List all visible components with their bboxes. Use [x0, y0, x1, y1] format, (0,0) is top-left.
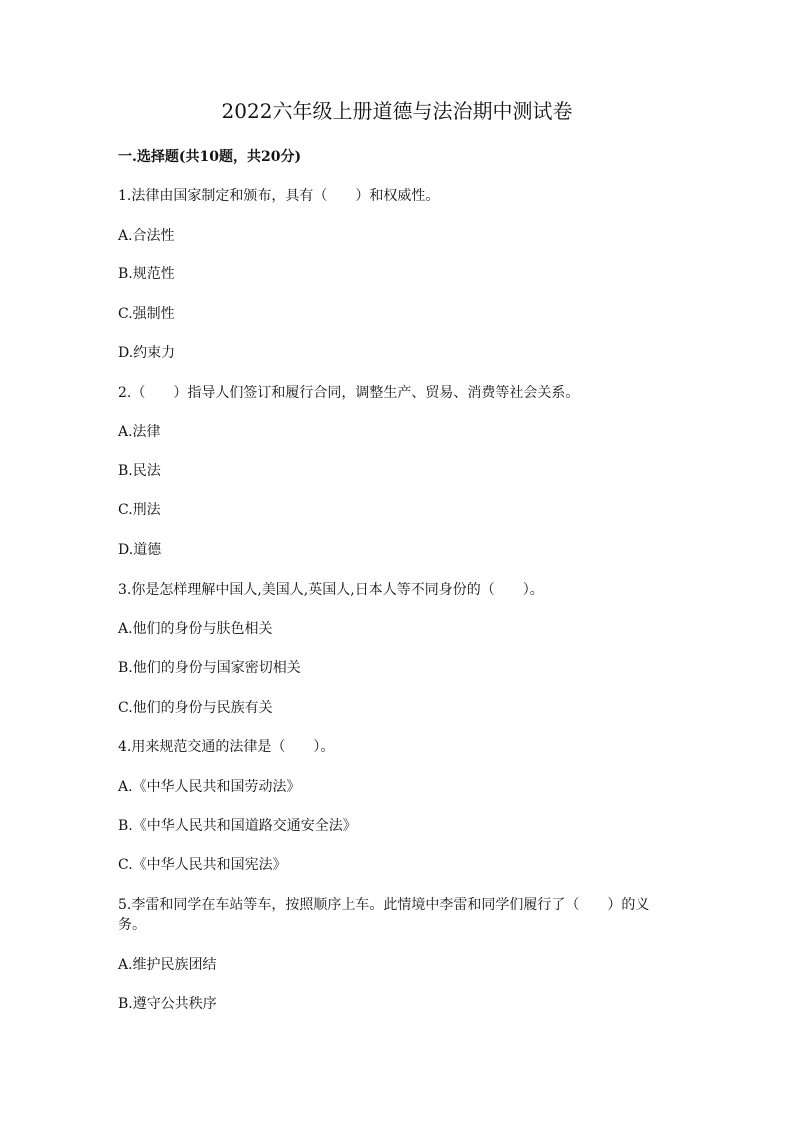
question-4-option-c: C.《中华人民共和国宪法》 — [118, 857, 287, 873]
question-3-stem: 3.你是怎样理解中国人,美国人,英国人,日本人等不同身份的（ ）。 — [118, 582, 544, 598]
question-5-option-a: A.维护民族团结 — [118, 957, 217, 973]
question-1-option-c: C.强制性 — [118, 306, 175, 322]
page-title: 2022六年级上册道德与法治期中测试卷 — [221, 99, 573, 123]
question-3-option-b: B.他们的身份与国家密切相关 — [118, 660, 301, 676]
question-3-option-a: A.他们的身份与肤色相关 — [118, 621, 273, 637]
question-1-option-d: D.约束力 — [118, 345, 176, 361]
question-3-option-c: C.他们的身份与民族有关 — [118, 700, 273, 716]
question-4-option-b: B.《中华人民共和国道路交通安全法》 — [118, 818, 357, 834]
question-2-option-c: C.刑法 — [118, 502, 161, 518]
question-1-stem: 1.法律由国家制定和颁布，具有（ ）和权威性。 — [118, 188, 440, 204]
question-4-option-a: A.《中华人民共和国劳动法》 — [118, 779, 301, 795]
question-2-option-b: B.民法 — [118, 463, 161, 479]
question-1-option-b: B.规范性 — [118, 266, 175, 282]
section-heading: 一.选择题(共10题，共20分) — [118, 149, 302, 165]
question-2-stem: 2.（ ）指导人们签订和履行合同，调整生产、贸易、消费等社会关系。 — [118, 385, 580, 401]
question-1-option-a: A.合法性 — [118, 228, 175, 244]
question-4-stem: 4.用来规范交通的法律是（ ）。 — [118, 739, 335, 755]
question-2-option-a: A.法律 — [118, 424, 161, 440]
question-5-option-b: B.遵守公共秩序 — [118, 996, 217, 1012]
question-2-option-d: D.道德 — [118, 542, 162, 558]
question-5-stem: 5.李雷和同学在车站等车，按照顺序上车。此情境中李雷和同学们履行了（ ）的义务。 — [118, 897, 650, 933]
